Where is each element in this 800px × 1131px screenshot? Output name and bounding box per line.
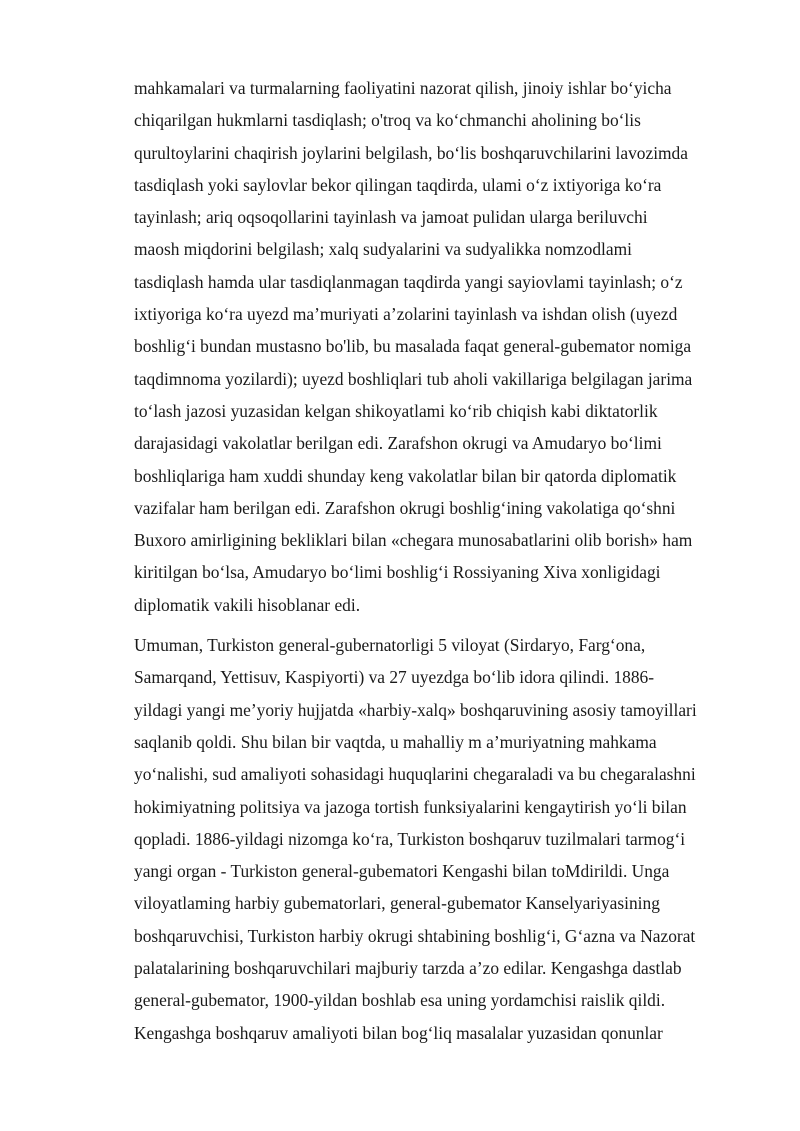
paragraph-general-governorate: Umuman, Turkiston general-gubernatorligi 5 viloyat (Sirdaryo, Farg‘ona, Samarqand, Yettisuv, Kaspiyorti) va 27 uyezdga bo‘lib idora qilindi. 1886- yildagi yangi me’yoriy hujjatda «harbiy-xalq» boshqaruvining asosiy tamoyillari saqlanib qoldi. Shu bilan bir vaqtda, u mahalliy m a’muriyatning mahkama yo‘nalishi, sud amaliyoti sohasidagi huquqlarini chegaraladi va bu chegaralashni hokimiyatning politsiya va jazoga tortish funksiyalarini kengaytirish yo‘li bilan qopladi. 1886-yildagi nizomga ko‘ra, Turkiston boshqaruv tuzilmalari tarmog‘i yangi organ - Turkiston general-gubematori Kengashi bilan toMdirildi. Unga viloyatlaming harbiy gubematorlari, general-gubemator Kanselyariyasining boshqaruvchisi, Turkiston harbiy okrugi shtabining boshlig‘i, G‘azna va Nazorat palatalarining boshqaruvchilari majburiy tarzda a’zo edilar. Kengashga dastlab general-gubemator, 1900-yildan boshlab esa uning yordamchisi raislik qildi. Kengashga boshqaruv amaliyoti bilan bog‘liq masalalar yuzasidan qonunlar — [134, 635, 697, 1043]
paragraph-continued: mahkamalari va turmalarning faoliyatini nazorat qilish, jinoiy ishlar bo‘yicha chiqarilgan hukmlarni tasdiqlash; o'troq va ko‘chmanchi aholining bo‘lis qurultoylarini chaqirish joylarini belgilash, bo‘lis boshqaruvchilarini lavozimda tasdiqlash yoki saylovlar bekor qilingan taqdirda, ulami o‘z ixtiyoriga ko‘ra tayinlash; ariq oqsoqollarini tayinlash va jamoat pulidan ularga beriluvchi maosh miqdorini belgilash; xalq sudyalarini va sudyalikka nomzodlami tasdiqlash hamda ular tasdiqlanmagan taqdirda yangi sayiovlami tayinlash; o‘z ixtiyoriga ko‘ra uyezd ma’muriyati a’zolarini tayinlash va ishdan olish (uyezd boshlig‘i bundan mustasno bo'lib, bu masalada faqat general-gubemator nomiga taqdimnoma yozilardi); uyezd boshliqlari tub aholi vakillariga belgilagan jarima to‘lash jazosi yuzasidan kelgan shikoyatlami ko‘rib chiqish kabi diktatorlik darajasidagi vakolatlar berilgan edi. Zarafshon okrugi va Amudaryo bo‘limi boshliqlariga ham xuddi shunday keng vakolatlar bilan bir qatorda diplomatik vazifalar ham berilgan edi. Zarafshon okrugi boshlig‘ining vakolatiga qo‘shni Buxoro amirligining bekliklari bilan «chegara munosabatlarini olib borish» ham kiritilgan bo‘lsa, Amudaryo bo‘limi boshlig‘i Rossiyaning Xiva xonligidagi diplomatik vakili hisoblanar edi. — [134, 78, 693, 615]
document-page — [134, 72, 744, 1049]
